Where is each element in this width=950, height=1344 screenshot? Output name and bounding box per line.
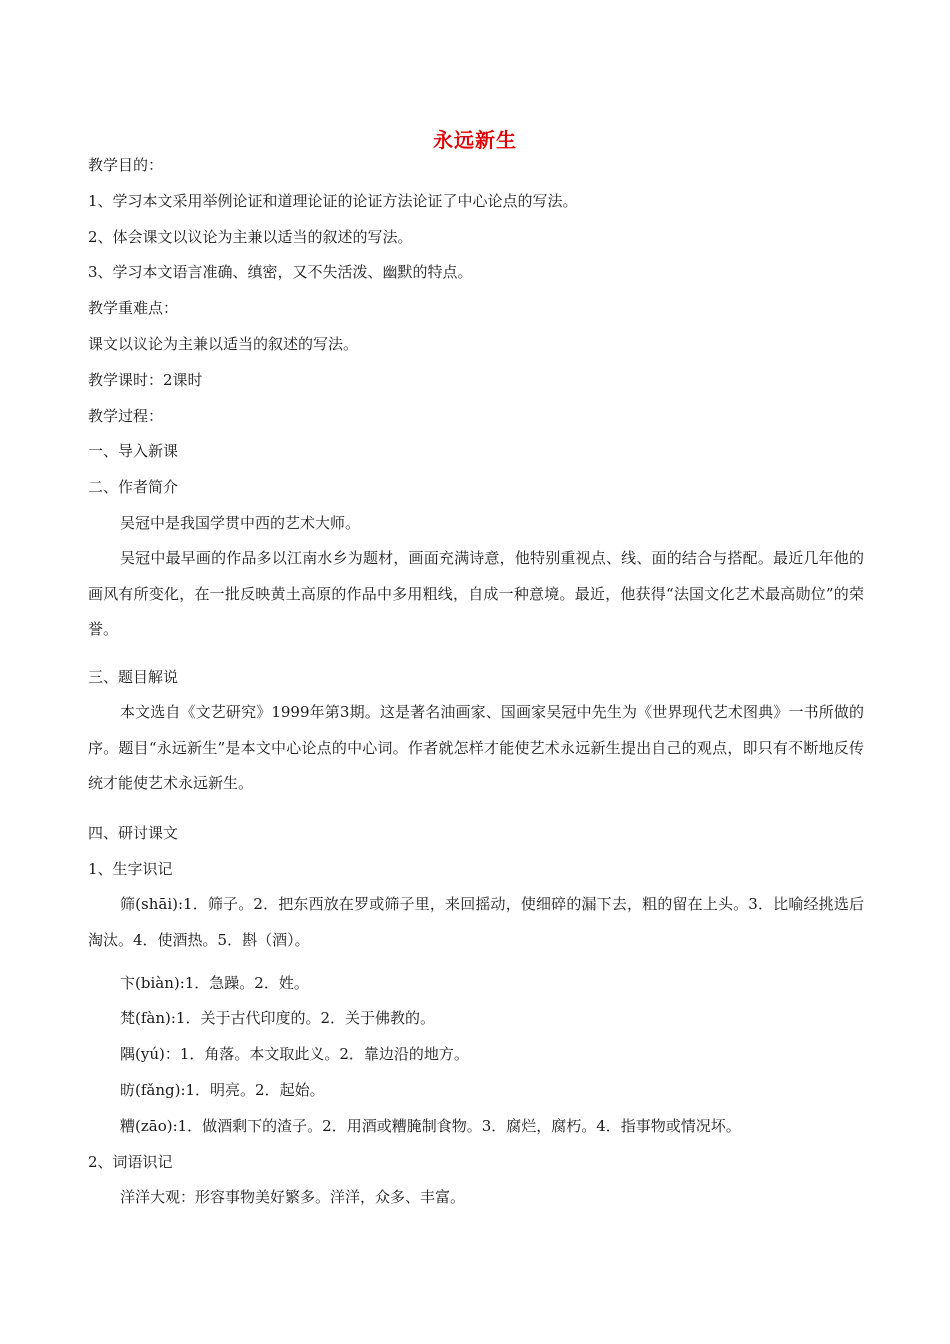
title-explanation-paragraph: 本文选自《文艺研究》1999年第3期。这是著名油画家、国画家吴冠中先生为《世界现代艺术图典》一书所做的序。题目“永远新生”是本文中心论点的中心词。作者就怎样才能使艺术永远新生提出自己的观点，即只有不断地反传统才能使艺术永远新生。 xyxy=(88,703,864,793)
document-title: 永远新生 xyxy=(433,128,517,152)
vocab-entry: 昉(fǎng):1．明亮。2．起始。 xyxy=(120,1081,325,1099)
word-entry: 洋洋大观：形容事物美好繁多。洋洋，众多、丰富。 xyxy=(120,1188,466,1206)
section-heading: 三、题目解说 xyxy=(88,668,179,686)
vocab-heading: 1、生字识记 xyxy=(88,860,173,878)
author-intro: 吴冠中是我国学贯中西的艺术大师。 xyxy=(120,514,361,532)
author-paragraph: 吴冠中最早画的作品多以江南水乡为题材，画面充满诗意，他特别重视点、线、面的结合与搭配。最近几年他的画风有所变化，在一批反映黄土高原的作品中多用粗线，自成一种意境。最近，他获得“法国文化艺术最高勋位”的荣誉。 xyxy=(88,549,864,639)
vocab-entry: 梵(fàn):1．关于古代印度的。2．关于佛教的。 xyxy=(120,1009,436,1027)
objective-heading: 教学目的： xyxy=(88,156,164,174)
class-hours: 教学课时：2课时 xyxy=(88,371,203,389)
section-heading: 二、作者简介 xyxy=(88,478,179,496)
process-heading: 教学过程： xyxy=(88,407,164,425)
vocab-entry: 隅(yú)：1．角落。本文取此义。2．靠边沿的地方。 xyxy=(120,1045,469,1063)
key-points-text: 课文以议论为主兼以适当的叙述的写法。 xyxy=(88,335,359,353)
vocab-entry: 糟(zāo):1．做酒剩下的渣子。2．用酒或糟腌制食物。3．腐烂，腐朽。4．指事物或情况坏。 xyxy=(120,1117,741,1135)
vocab-entry: 筛(shāi):1．筛子。2．把东西放在罗或筛子里，来回摇动，使细碎的漏下去，粗的留在上头。3．比喻经挑选后淘汰。4．使酒热。5．斟（酒）。 xyxy=(88,895,864,949)
section-heading: 一、导入新课 xyxy=(88,442,179,460)
objective-item: 2、体会课文以议论为主兼以适当的叙述的写法。 xyxy=(88,228,413,246)
objective-item: 3、学习本文语言准确、缜密，又不失活泼、幽默的特点。 xyxy=(88,263,473,281)
vocab-entry: 卞(biàn):1．急躁。2．姓。 xyxy=(120,974,309,992)
key-points-heading: 教学重难点： xyxy=(88,299,179,317)
objective-item: 1、学习本文采用举例论证和道理论证的论证方法论证了中心论点的写法。 xyxy=(88,192,578,210)
words-heading: 2、词语识记 xyxy=(88,1153,173,1171)
section-heading: 四、研讨课文 xyxy=(88,824,179,842)
